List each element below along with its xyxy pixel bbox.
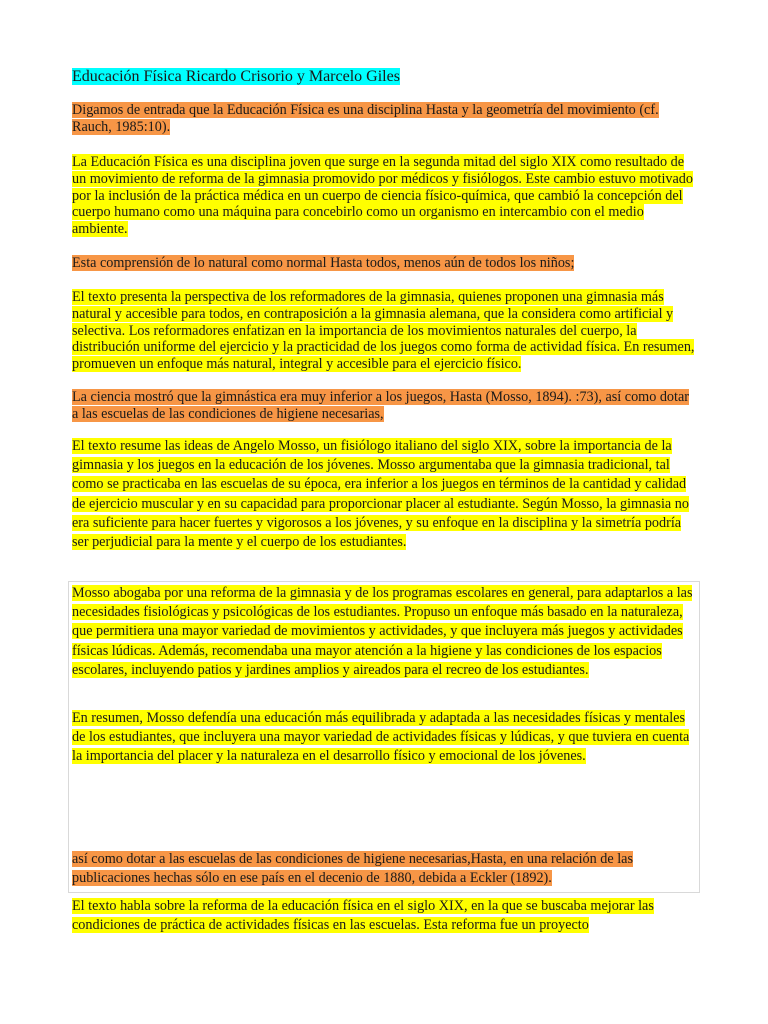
paragraph-origin (72, 154, 698, 238)
paragraph-reformers (72, 289, 698, 373)
paragraph-mosso-conclusion (72, 709, 698, 767)
paragraph-hygiene (72, 850, 698, 888)
paragraph-mosso-reform-text: Mosso abogaba por una reforma de la gimnasia y de los programas escolares en general, para adaptarlos a las necesidades fisiológicas y psicológicas de los estudiantes. Propuso un enfoque más basado en la naturaleza, que permitiera una mayor variedad de movimientos y actividades, y que incluyera más juegos y actividades físicas lúdicas. Además, recomendaba una mayor atención a la higiene y las condiciones de los espacios escolares, incluyendo patios y jardines amplios y aireados para el recreo de los estudiantes. (72, 585, 693, 678)
paragraph-mosso-summary (72, 437, 698, 552)
paragraph-mosso-reform (72, 584, 698, 680)
paragraph-reformers-text: El texto presenta la perspectiva de los reformadores de la gimnasia, quienes proponen una gimnasia más natural y accesible para todos, en contraposición a la gimnasia alemana, que la considera como artificial y selectiva. Los reformadores enfatizan en la importancia de los movimientos naturales del cuerpo, la distribución uniforme del ejercicio y la practicidad de los juegos como forma de actividad física. En resumen, promueven un enfoque más natural, integral y accesible para el ejercicio físico. (72, 289, 695, 373)
paragraph-natural-text: Esta comprensión de lo natural como normal Hasta todos, menos aún de todos los niños; (72, 255, 575, 271)
document-title (72, 67, 400, 87)
paragraph-mosso-summary-text: El texto resume las ideas de Angelo Mosso, un fisiólogo italiano del siglo XIX, sobre la importancia de la gimnasia y los juegos en la educación de los jóvenes. Mosso argumentaba que la gimnasia tradicional, tal como se practicaba en las escuelas de su época, era inferior a los juegos en términos de la cantidad y calidad de ejercicio muscular y en su capacidad para proporcionar placer al estudiante. Según Mosso, la gimnasia no era suficiente para hacer fuertes y vigorosos a los jóvenes, y su enfoque en la disciplina y la simetría podría ser perjudicial para la mente y el cuerpo de los estudiantes. (72, 438, 689, 551)
paragraph-science (72, 389, 698, 423)
paragraph-intro-text: Digamos de entrada que la Educación Física es una disciplina Hasta y la geometría del movimiento (cf. Rauch, 1985:10). (72, 102, 659, 135)
paragraph-science-text: La ciencia mostró que la gimnástica era muy inferior a los juegos, Hasta (Mosso, 1894). :73), así como dotar a las escuelas de las condiciones de higiene necesarias, (72, 389, 689, 422)
paragraph-mosso-conclusion-text: En resumen, Mosso defendía una educación más equilibrada y adaptada a las necesidades físicas y mentales de los estudiantes, que incluyera una mayor variedad de actividades físicas y lúdicas, y que tuviera en cuenta la importancia del placer y la naturaleza en el desarrollo físico y emocional de los jóvenes. (72, 710, 690, 765)
paragraph-intro (72, 102, 698, 136)
paragraph-reform-xix (72, 897, 698, 935)
document-title-text: Educación Física Ricardo Crisorio y Marcelo Giles (72, 68, 400, 85)
paragraph-origin-text: La Educación Física es una disciplina joven que surge en la segunda mitad del siglo XIX como resultado de un movimiento de reforma de la gimnasia promovido por médicos y fisiólogos. Este cambio estuvo motivado por la inclusión de la práctica médica en un cuerpo de ciencia físico-química, que cambió la concepción del cuerpo humano como una máquina para concebirlo como un organismo en intercambio con el medio ambiente. (72, 154, 693, 238)
paragraph-natural (72, 255, 698, 272)
paragraph-hygiene-text: así como dotar a las escuelas de las condiciones de higiene necesarias,Hasta, en una relación de las publicaciones hechas sólo en ese país en el decenio de 1880, debida a Eckler (1892). (72, 851, 633, 887)
paragraph-reform-xix-text: El texto habla sobre la reforma de la educación física en el siglo XIX, en la que se buscaba mejorar las condiciones de práctica de actividades físicas en las escuelas. Esta reforma fue un proyecto (72, 898, 654, 934)
